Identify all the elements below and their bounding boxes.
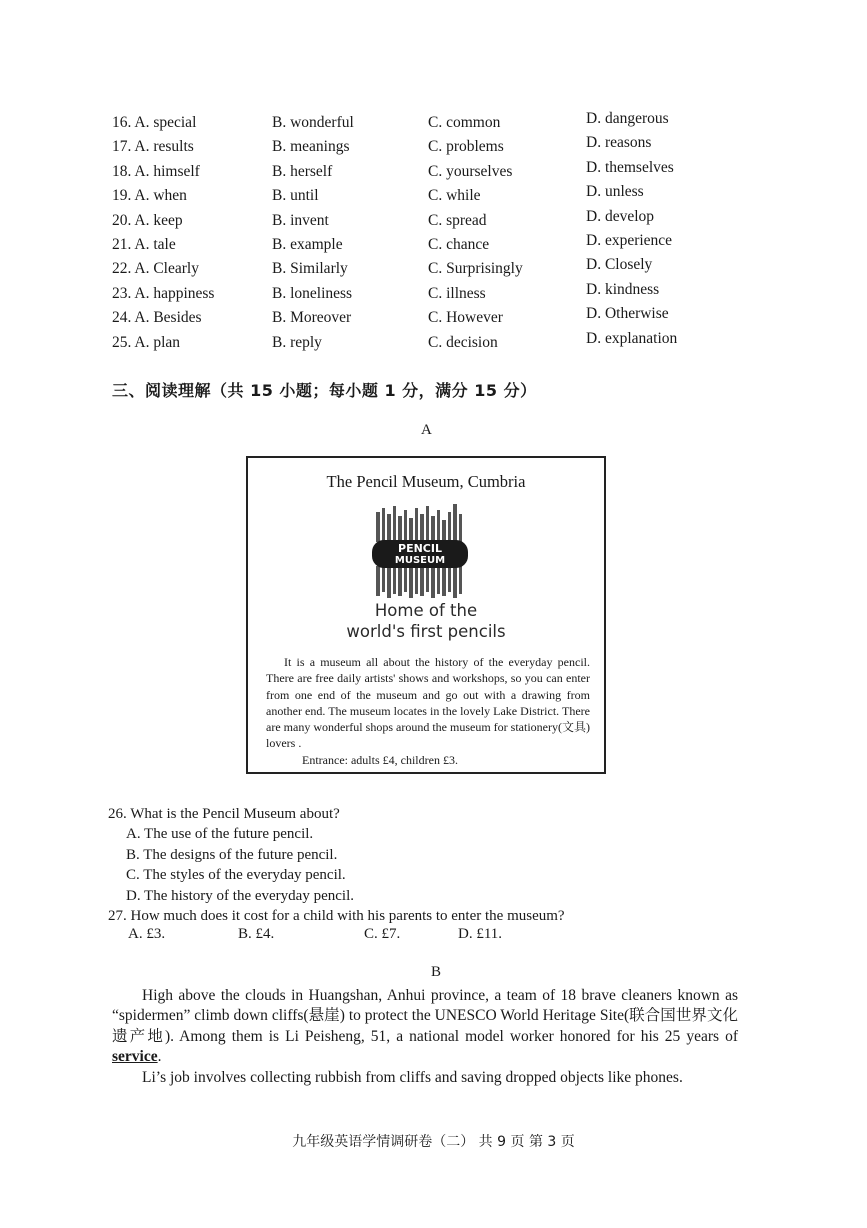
question-26-stem: 26. What is the Pencil Museum about? (108, 806, 340, 822)
option-d: D. experience (586, 231, 673, 249)
question-26 (108, 804, 728, 926)
ad-slogan (248, 600, 604, 642)
option-c: C. yourselves (428, 162, 513, 180)
option-d: D. Otherwise (586, 305, 669, 323)
page-footer: 九年级英语学情调研卷（二） 共 9 页 第 3 页 (292, 1134, 575, 1150)
option-a: 18. A. himself (112, 162, 200, 180)
passage-b-p1-end: . (157, 1048, 162, 1066)
option-b: B. Moreover (272, 309, 352, 327)
option-d: D. unless (586, 183, 644, 201)
option-d: D. Closely (586, 256, 653, 274)
logo-text-museum: MUSEUM (394, 555, 446, 566)
question-26-choice-a: A. The use of the future pencil. (126, 826, 314, 843)
option-b: B. reply (272, 333, 322, 351)
question-27-choice-b: B. £4. (238, 926, 275, 942)
option-a: 21. A. tale (112, 235, 176, 253)
question-27-choice-a: A. £3. (128, 926, 166, 942)
question-27-choices (128, 926, 628, 946)
ad-entrance-price: Entrance: adults £4, children £3. (302, 752, 458, 767)
question-26-choice-b: B. The designs of the future pencil. (126, 846, 338, 863)
option-a: 19. A. when (112, 187, 187, 205)
question-26-choice-d: D. The history of the everyday pencil. (126, 887, 354, 904)
question-27-stem: 27. How much does it cost for a child with his parents to enter the museum? (108, 908, 565, 925)
option-d: D. themselves (586, 158, 674, 176)
option-c: C. However (428, 309, 503, 327)
option-a: 22. A. Clearly (112, 260, 199, 278)
option-d: D. dangerous (586, 110, 669, 127)
ad-description: It is a museum all about the history of the everyday pencil. There are free daily artists' shows and workshops, so you can enter from one end of the museum and go out with a drawing from another end. The museum locates in the lovely Lake District. There are many wonderful shops around the museum for stationery(文具) lovers . (266, 655, 590, 751)
option-d: D. explanation (586, 329, 678, 347)
option-c: C. chance (428, 235, 490, 253)
option-a: 16. A. special (112, 114, 197, 131)
option-a: 23. A. happiness (112, 284, 215, 302)
passage-b-paragraph-1 (112, 986, 738, 1068)
underlined-word-service: service (112, 1048, 158, 1066)
option-c: C. while (428, 187, 481, 205)
option-d: D. reasons (586, 134, 652, 152)
museum-advertisement (246, 456, 606, 774)
option-c: C. Surprisingly (428, 260, 523, 278)
option-b: B. invent (272, 211, 329, 229)
option-a: 17. A. results (112, 138, 194, 156)
option-c: C. common (428, 114, 501, 131)
option-c: C. decision (428, 333, 498, 351)
passage-b-letter: B (431, 964, 442, 980)
option-b: B. loneliness (272, 284, 353, 302)
passage-a-letter: A (421, 422, 432, 438)
option-b: B. meanings (272, 138, 350, 156)
ad-title: The Pencil Museum, Cumbria (326, 472, 526, 491)
question-26-choice-c: C. The styles of the everyday pencil. (126, 867, 346, 884)
option-b: B. wonderful (272, 114, 354, 131)
question-27-choice-c: C. £7. (364, 926, 401, 942)
option-a: 25. A. plan (112, 333, 181, 351)
option-d: D. kindness (586, 280, 660, 298)
passage-b (112, 986, 738, 1088)
option-c: C. problems (428, 138, 504, 156)
option-a: 20. A. keep (112, 211, 183, 229)
logo-text-pencil: PENCIL (398, 542, 442, 555)
option-row (112, 329, 712, 358)
ad-slogan-line-1: Home of the (374, 601, 478, 620)
option-c: C. spread (428, 211, 487, 229)
option-b: B. until (272, 187, 319, 205)
cloze-options-list (112, 110, 712, 358)
option-c: C. illness (428, 284, 486, 302)
passage-b-p1-text: High above the clouds in Huangshan, Anhui province, a team of 18 brave cleaners known as “spidermen” climb down cliffs(悬崖) to protect the UNESCO World Heritage Site(联合国世界文化遗产地). Among them is Li Peisheng, 51, a national model worker honored for his 25 years of (112, 987, 738, 1045)
option-b: B. herself (272, 162, 333, 180)
option-a: 24. A. Besides (112, 309, 202, 327)
section-title: 三、阅读理解（共 15 小题；每小题 1 分，满分 15 分） (112, 381, 537, 400)
pencil-museum-logo (372, 504, 468, 600)
passage-b-paragraph-2: Li’s job involves collecting rubbish from cliffs and saving dropped objects like phones. (142, 1068, 683, 1086)
option-d: D. develop (586, 207, 655, 225)
question-27-choice-d: D. £11. (458, 926, 503, 942)
option-b: B. example (272, 235, 343, 253)
ad-slogan-line-2: world's first pencils (346, 622, 506, 641)
option-b: B. Similarly (272, 260, 348, 278)
ad-body (266, 654, 590, 768)
